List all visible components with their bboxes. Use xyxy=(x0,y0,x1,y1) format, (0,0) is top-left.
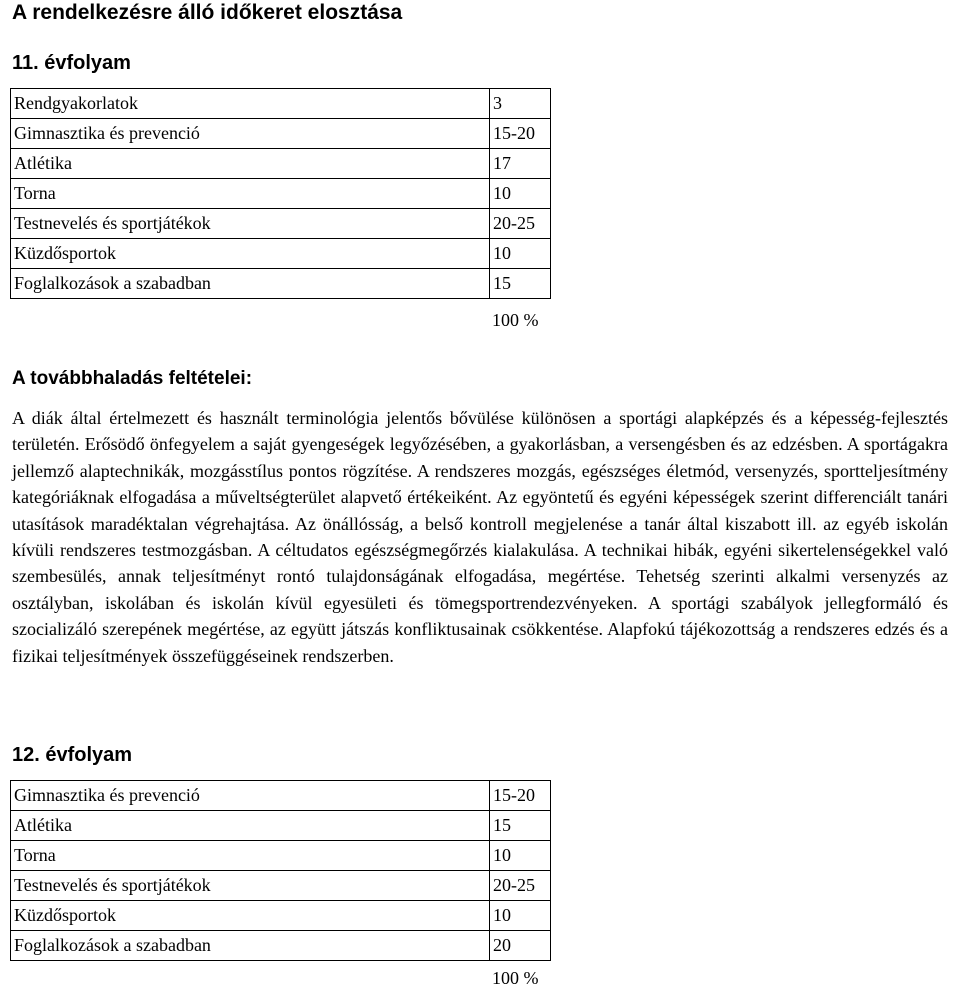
grade-11-total: 100 % xyxy=(492,310,539,330)
activity-percent: 20-25 xyxy=(490,209,551,239)
table-row xyxy=(11,931,551,961)
activity-name: Torna xyxy=(11,841,490,871)
grade-12-total: 100 % xyxy=(492,968,539,988)
activity-name: Atlétika xyxy=(11,149,490,179)
grade-12-allocation-table xyxy=(10,780,551,961)
table-row xyxy=(11,239,551,269)
table-row xyxy=(11,89,551,119)
table-row xyxy=(11,179,551,209)
activity-percent: 15-20 xyxy=(490,119,551,149)
activity-name: Foglalkozások a szabadban xyxy=(11,931,490,961)
activity-percent: 15-20 xyxy=(490,781,551,811)
conditions-paragraph: A diák által értelmezett és használt terminológia jelentős bővülése különösen a sportági alapképzés és a képesség-fejlesztés területén. Erősödő önfegyelem a saját gyengeségek legyőzésében, a gyakorlásban, a versengésben és az edzésben. A sportágakra jellemző alaptechnikák, mozgásstílus pontos rögzítése. A rendszeres mozgás, egészséges életmód, versenyzés, sportteljesítmény kategóriáknak elfogadása a műveltségterület alapvető értékeiként. Az egyöntetű és egyéni képességek szerint differenciált tanári utasítások maradéktalan végrehajtása. Az önállósság, a belső kontroll megjelenése a tanár által kiszabott ill. az egyéb iskolán kívüli rendszeres testmozgásban. A céltudatos egészségmegőrzés kialakulása. A technikai hibák, egyéni sikertelenségekkel való szembesülés, annak teljesítményt rontó tulajdonságának elfogadása, megértése. Tehetség szerinti alkalmi versenyzés az osztályban, iskolában és iskolán kívül egyesületi és tömegsportrendezvényeken. A sportági szabályok jellegformáló és szocializáló szerepének megértése, az együtt játszás konfliktusainak csökkentése. Alapfokú tájékozottság a rendszeres edzés és a fizikai teljesítmények összefüggéseinek rendszerben. xyxy=(12,408,948,666)
activity-percent: 15 xyxy=(490,269,551,299)
activity-percent: 10 xyxy=(490,841,551,871)
table-row xyxy=(11,781,551,811)
page-title: A rendelkezésre álló időkeret elosztása xyxy=(12,1,403,24)
activity-percent: 10 xyxy=(490,239,551,269)
activity-percent: 20-25 xyxy=(490,871,551,901)
activity-percent: 3 xyxy=(490,89,551,119)
table-row xyxy=(11,811,551,841)
grade-12-heading: 12. évfolyam xyxy=(12,744,133,766)
table-row xyxy=(11,269,551,299)
activity-name: Gimnasztika és prevenció xyxy=(11,781,490,811)
activity-percent: 15 xyxy=(490,811,551,841)
activity-name: Gimnasztika és prevenció xyxy=(11,119,490,149)
activity-name: Küzdősportok xyxy=(11,901,490,931)
activity-percent: 10 xyxy=(490,179,551,209)
grade-11-allocation-table xyxy=(10,88,551,299)
table-row xyxy=(11,209,551,239)
table-row xyxy=(11,841,551,871)
grade-11-heading: 11. évfolyam xyxy=(12,52,131,74)
conditions-heading: A továbbhaladás feltételei: xyxy=(12,368,253,389)
activity-name: Rendgyakorlatok xyxy=(11,89,490,119)
table-row xyxy=(11,871,551,901)
activity-name: Testnevelés és sportjátékok xyxy=(11,209,490,239)
table-row xyxy=(11,901,551,931)
activity-name: Foglalkozások a szabadban xyxy=(11,269,490,299)
table-row xyxy=(11,119,551,149)
activity-name: Küzdősportok xyxy=(11,239,490,269)
activity-percent: 10 xyxy=(490,901,551,931)
activity-name: Atlétika xyxy=(11,811,490,841)
activity-name: Testnevelés és sportjátékok xyxy=(11,871,490,901)
table-row xyxy=(11,149,551,179)
activity-name: Torna xyxy=(11,179,490,209)
activity-percent: 20 xyxy=(490,931,551,961)
activity-percent: 17 xyxy=(490,149,551,179)
